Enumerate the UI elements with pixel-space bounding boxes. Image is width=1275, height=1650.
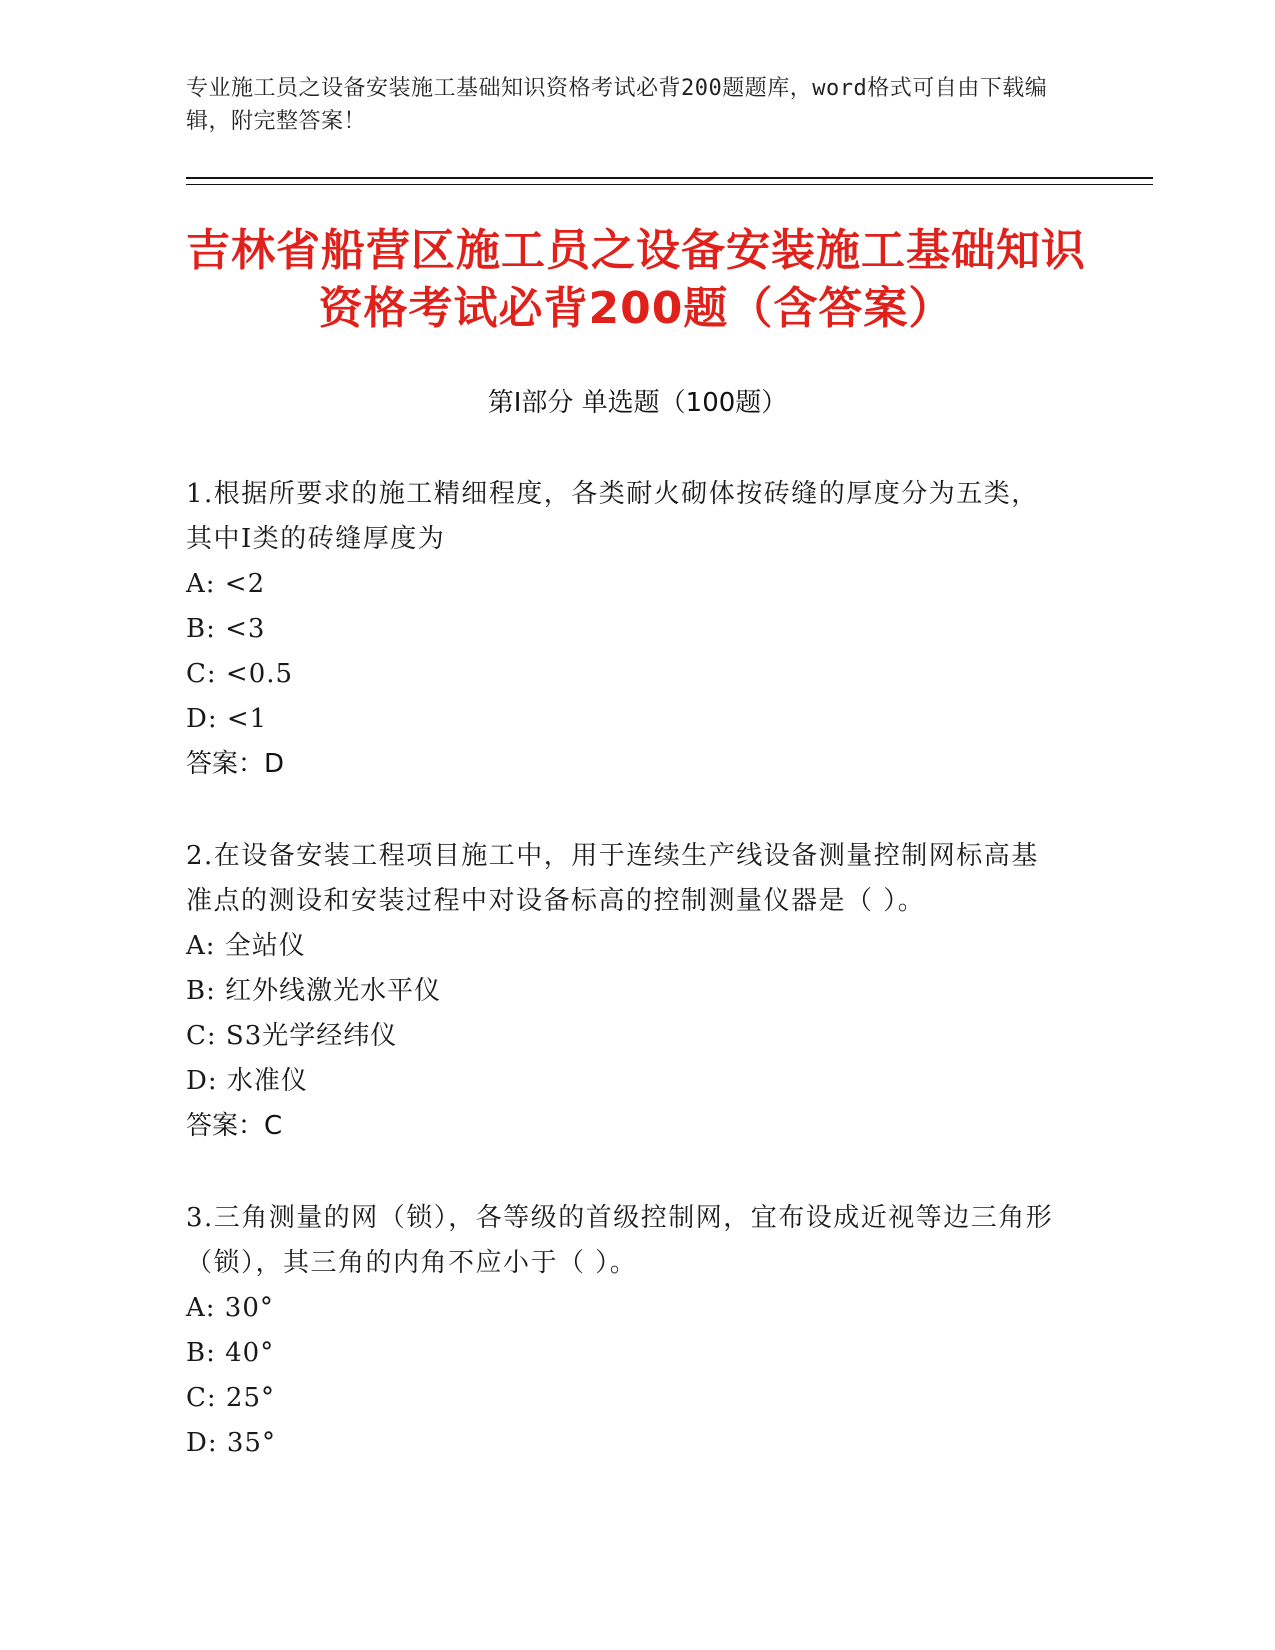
option-b: B: <3 bbox=[186, 614, 266, 644]
header-note: 专业施工员之设备安装施工基础知识资格考试必背200题题库，word格式可自由下载编辑，附完整答案！ bbox=[186, 76, 1048, 134]
answer-line: 答案：C bbox=[186, 1111, 283, 1141]
question-2 bbox=[186, 834, 1066, 1149]
question-1 bbox=[186, 472, 1066, 787]
question-stem: 2.在设备安装工程项目施工中，用于连续生产线设备测量控制网标高基准点的测设和安装过程中对设备标高的控制测量仪器是（ ）。 bbox=[186, 841, 1039, 916]
option-a: A: <2 bbox=[186, 569, 266, 599]
header-rule-thin bbox=[186, 184, 1153, 185]
option-c: C: <0.5 bbox=[186, 659, 294, 689]
option-d: D: 35° bbox=[186, 1428, 276, 1458]
answer-line: 答案：D bbox=[186, 749, 285, 779]
option-d: D: <1 bbox=[186, 704, 268, 734]
option-c: C: S3光学经纬仪 bbox=[186, 1021, 398, 1051]
option-b: B: 红外线激光水平仪 bbox=[186, 976, 442, 1006]
option-a: A: 30° bbox=[186, 1293, 274, 1323]
question-3 bbox=[186, 1196, 1066, 1466]
question-stem: 1.根据所要求的施工精细程度，各类耐火砌体按砖缝的厚度分为五类，其中Ⅰ类的砖缝厚度为 bbox=[186, 479, 1039, 554]
option-a: A: 全站仪 bbox=[186, 931, 306, 961]
header-rule-thick bbox=[186, 177, 1153, 179]
document-title: 吉林省船营区施工员之设备安装施工基础知识资格考试必背200题（含答案） bbox=[186, 225, 1086, 334]
option-b: B: 40° bbox=[186, 1338, 275, 1368]
section-title: 第Ⅰ部分 单选题（100题） bbox=[487, 388, 788, 418]
option-d: D: 水准仪 bbox=[186, 1066, 308, 1096]
question-stem: 3.三角测量的网（锁），各等级的首级控制网，宜布设成近视等边三角形（锁），其三角的内角不应小于（ ）。 bbox=[186, 1203, 1054, 1278]
option-c: C: 25° bbox=[186, 1383, 276, 1413]
